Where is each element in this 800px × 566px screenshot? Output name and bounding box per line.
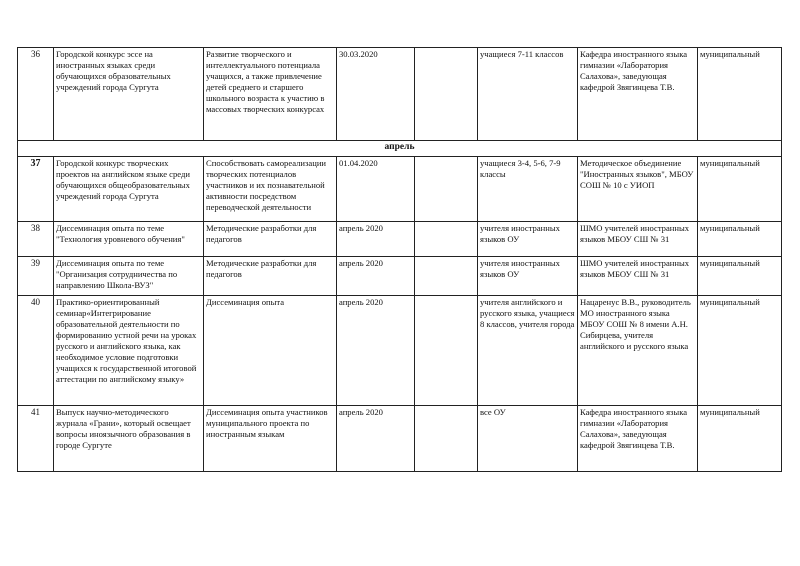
blank-cell (415, 222, 478, 257)
month-label: апрель (18, 141, 782, 157)
event-cell: Практико-ориентированный семинар«Интегрирование образовательной деятельности по формированию устной речи на уроках русского и английского языка, как необходимое условие подготовки учащихся к государственной итоговой аттестации по английскому языку» (54, 296, 204, 406)
level-cell: муниципальный (698, 48, 782, 141)
table-row (18, 157, 782, 222)
date-cell: 30.03.2020 (337, 48, 415, 141)
table-row (18, 296, 782, 406)
date-cell: апрель 2020 (337, 222, 415, 257)
level-cell: муниципальный (698, 157, 782, 222)
event-cell: Выпуск научно-методического журнала «Грани», который освещает вопросы иноязычного образования в городе Сургуте (54, 406, 204, 472)
organizer-cell: ШМО учителей иностранных языков МБОУ СШ № 31 (578, 257, 698, 296)
blank-cell (415, 48, 478, 141)
level-cell: муниципальный (698, 406, 782, 472)
level-cell: муниципальный (698, 222, 782, 257)
participants-cell: учителя иностранных языков ОУ (478, 222, 578, 257)
level-cell: муниципальный (698, 257, 782, 296)
table-row (18, 257, 782, 296)
participants-cell: учащиеся 7-11 классов (478, 48, 578, 141)
event-cell: Городской конкурс эссе на иностранных языках среди обучающихся образовательных учреждений города Сургута (54, 48, 204, 141)
participants-cell: все ОУ (478, 406, 578, 472)
row-number: 36 (18, 48, 54, 141)
events-plan-table (17, 47, 782, 472)
table-row (18, 48, 782, 141)
row-number: 39 (18, 257, 54, 296)
blank-cell (415, 296, 478, 406)
table-row (18, 222, 782, 257)
event-cell: Городской конкурс творческих проектов на английском языке среди обучающихся общеобразовательных учреждений города Сургута (54, 157, 204, 222)
participants-cell: учащиеся 3-4, 5-6, 7-9 классы (478, 157, 578, 222)
row-number: 38 (18, 222, 54, 257)
date-cell: 01.04.2020 (337, 157, 415, 222)
goal-cell: Методические разработки для педагогов (204, 222, 337, 257)
organizer-cell: Кафедра иностранного языка гимназии «Лаборатория Салахова», заведующая кафедрой Звягинцева Т.В. (578, 406, 698, 472)
blank-cell (415, 406, 478, 472)
participants-cell: учителя иностранных языков ОУ (478, 257, 578, 296)
date-cell: апрель 2020 (337, 406, 415, 472)
goal-cell: Развитие творческого и интеллектуального потенциала учащихся, а также привлечение детей среднего и старшего школьного возраста к участию в массовых творческих конкурсах (204, 48, 337, 141)
month-separator-row (18, 141, 782, 157)
goal-cell: Методические разработки для педагогов (204, 257, 337, 296)
goal-cell: Диссеминация опыта (204, 296, 337, 406)
date-cell: апрель 2020 (337, 257, 415, 296)
organizer-cell: Кафедра иностранного языка гимназии «Лаборатория Салахова», заведующая кафедрой Звягинцева Т.В. (578, 48, 698, 141)
table-row (18, 406, 782, 472)
row-number: 40 (18, 296, 54, 406)
goal-text: Способствовать самореализации творческих потенциалов участников и их познавательной активности посредством переводческой деятельности (206, 158, 327, 212)
date-cell: апрель 2020 (337, 296, 415, 406)
goal-cell: Диссеминация опыта участников муниципального проекта по иностранным языкам (204, 406, 337, 472)
event-cell: Диссеминация опыта по теме "Организация сотрудничества по направлению Школа-ВУЗ" (54, 257, 204, 296)
row-number: 41 (18, 406, 54, 472)
blank-cell (415, 257, 478, 296)
row-number: 37 (18, 157, 54, 222)
organizer-cell: ШМО учителей иностранных языков МБОУ СШ № 31 (578, 222, 698, 257)
level-cell: муниципальный (698, 296, 782, 406)
organizer-cell: Методическое объединение "Иностранных языков", МБОУ СОШ № 10 с УИОП (578, 157, 698, 222)
blank-cell (415, 157, 478, 222)
organizer-cell: Нацаренус В.В., руководитель МО иностранного языка МБОУ СОШ № 8 имени А.Н. Сибирцева, учителя английского и русского языка (578, 296, 698, 406)
event-cell: Диссеминация опыта по теме "Технология уровневого обучения" (54, 222, 204, 257)
goal-cell (204, 157, 337, 222)
participants-cell: учителя английского и русского языка, учащиеся 8 классов, учителя города (478, 296, 578, 406)
